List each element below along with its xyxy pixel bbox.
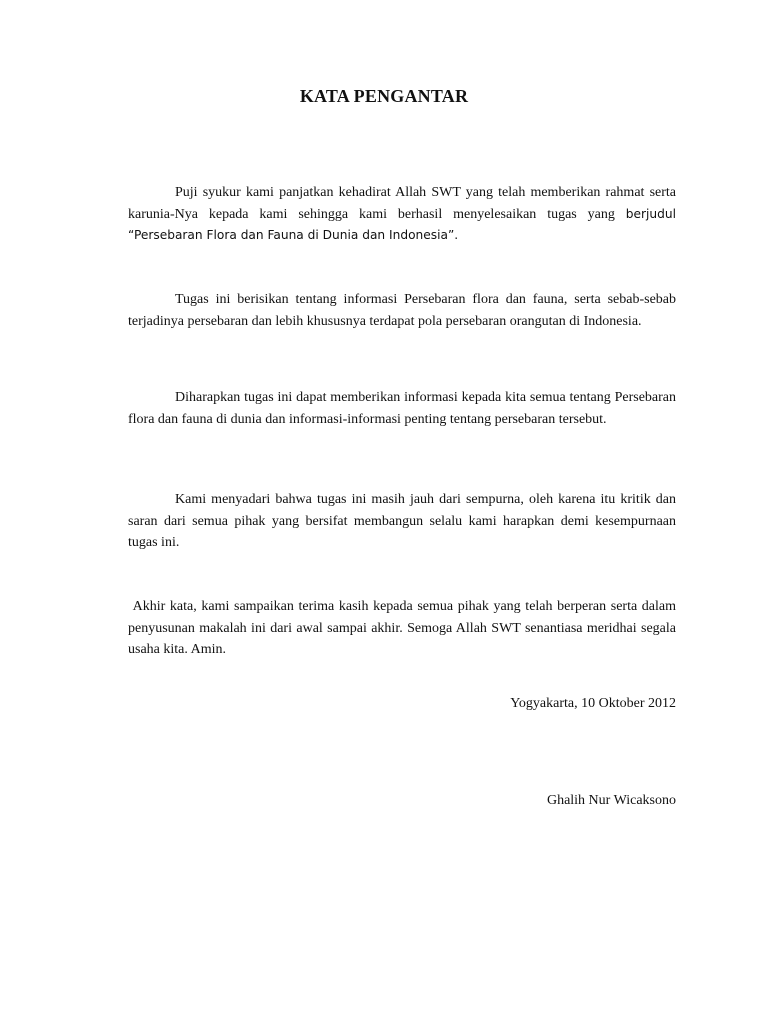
signer-name: Ghalih Nur Wicaksono (546, 793, 676, 808)
paragraph-content: Tugas ini berisikan tentang informasi Persebaran flora dan fauna, serta sebab-sebab terjadinya persebaran dan lebih khususnya terdapat pola persebaran orangutan di Indonesia. (128, 292, 676, 329)
paragraph-gratitude (128, 182, 676, 247)
paragraph-critique: Kami menyadari bahwa tugas ini masih jauh dari sempurna, oleh karena itu kritik dan saran dari semua pihak yang bersifat membangun selalu kami harapkan demi kesempurnaan tugas ini. (128, 492, 676, 550)
paragraph-gratitude-lead: Puji syukur kami panjatkan kehadirat Allah SWT yang telah memberikan rahmat serta karunia-Nya kepada kami sehingga kami berhasil menyelesaikan tugas yang (128, 185, 676, 222)
place-date: Yogyakarta, 10 Oktober 2012 (510, 696, 676, 711)
paragraph-hope: Diharapkan tugas ini dapat memberikan informasi kepada kita semua tentang Persebaran flora dan fauna di dunia dan informasi-informasi penting tentang persebaran tersebut. (128, 390, 676, 427)
paragraph-closing: Akhir kata, kami sampaikan terima kasih kepada semua pihak yang telah berperan serta dalam penyusunan makalah ini dari awal sampai akhir. Semoga Allah SWT senantiasa meridhai segala usaha kita. Amin. (128, 599, 680, 657)
paragraph-gratitude-tail: berjudul “Persebaran Flora dan Fauna di Dunia dan Indonesia”. (128, 206, 676, 242)
page-title: KATA PENGANTAR (299, 86, 469, 106)
